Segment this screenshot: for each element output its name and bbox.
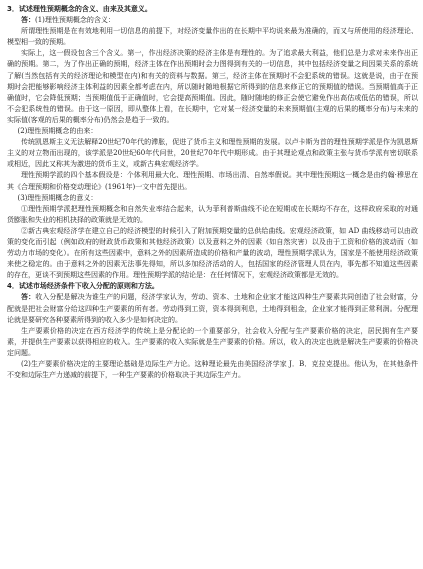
paragraph-marginal-productivity: (2)生产要素价格决定的主要理论基础是边际生产力论。这种理论最先由美国经济学家 J．B．克拉克提出。他认为，在其他条件不变和边际生产力递减的前提下，一种生产要素的价格取决于其边际生产力。: [7, 360, 418, 380]
paragraph-definition: 所谓理性预期是在有效地利用一切信息的前提下，对经济变量作出的在长期中平均说来最为准确的，而又与所使用的经济理论、模型相一致的预期。: [7, 27, 418, 47]
paragraph-assumptions: 理性预期学派的四个基本假设是：个体利用最大化、理性预期、市场出清、自然率假说。其中理性预期这一概念是由约翰·穆思在其《合理预期和价格变动理论》(1961年)一文中首先提出。: [7, 171, 418, 191]
paragraph-factor-prices: 生产要素价格的决定在西方经济学的传统上是分配论的一个重要部分，社会收入分配与生产要素价格的决定，居民拥有生产要素，并提供生产要素以获得相应的收入。生产要素的收入实际就是生产要素的价格。所以，收入的决定也就是解决生产要素的价格决定问题。: [7, 326, 418, 357]
paragraph-origin: 传统凯恩斯主义无法解释20世纪70年代的滞胀，促进了货币主义和理性预期的发展。以卢卡斯为首的理性预期学派是作为凯恩斯主义的对立物而出现的，该学派是20世纪60年代问世，20世纪70年代中期形成。由于其理论观点和政策主张与货币学派有密切联系或相近，因此又称其为激进的货币主义，或新古典宏观经济学。: [7, 138, 418, 169]
answer-label: 答：: [21, 16, 35, 25]
question-4-heading: 4．试述市场经济条件下收入分配的原则和方法。: [7, 282, 159, 291]
question-3-heading: 3．试述理性预期概念的含义、由来及其意义。: [7, 5, 152, 13]
answer-intro-text: 收入分配是解决为谁生产的问题，经济学家认为，劳动、资本、土地和企业家才能这四种生产要素共同创造了社会财富，分配就是把社会财富分给这四种生产要素的所有者。劳动得到工资，资本得到利息，土地得到租金，企业家才能得到正常利润。分配理论就是要研究各种要素所得到的收入多少是如何决定的。: [7, 293, 419, 324]
paragraph-significance-2: ②新古典宏观经济学在建立自己的经济模型的时候引入了附加预期变量的总供给曲线。宏观经济政策，如 AD 曲线移动可以由政策的变化而引起（例如政府的财政货币政策和其他经济政策）以及意料之外的因素（如自然灾害）以及由于工资和价格的波动而（如劳动力市场的变化）。在所有这些因素中，意料之外的因素所造成的价格和产量的波动，理性预期学派认为，国家是不能使用经济政策来使之稳定的。由于意料之外的因素无法事先得知，所以多加经济活动的人，包括国家的经济管理人员在内，事先都不知道这些因素的存在，更谈不到预期这些因素的作用。理性预期学派的结论是：在任何情况下，宏观经济政策都是无效的。: [7, 226, 418, 280]
paragraph-three-meanings: 实际上，这一假设包含三个含义。第一，作出经济决策的经济主体是有理性的。为了追求最大利益，他们总是力求对未来作出正确的预期。第二，为了作出正确的预期，经济主体在作出预期时会力图得到有关的一切信息，其中包括经济变量之间因果关系的系统了解(当然包括有关的经济理论和模型在内)和有关的资料与数据。第三，经济主体在预期时不会犯系统的错误。这就是说，由于在预期时会把能够影响经济主体利益的因素全都考虑在内，所以随时随地根据它所得到的信息来修正它的预期值的错误。当预期值高于正确值时，它会降低预期；当预期值低于正确值时，它会提高预期值。因此，随时随地的修正会使它避免作出高估或低估的错误，所以不会犯系统性的错误。由于这一原因，即从整体上看，在长期中，它对某一经济变量的未来预期值(主观的后果的概率分布)与未来的实际值(客观的后果的概率分布)仍然会是趋于一致的。: [7, 49, 418, 124]
question-3-answer-lead: [7, 15, 418, 26]
subheading-definition: (1)理性预期概念的含义：: [35, 16, 115, 25]
answer-label: 答：: [21, 293, 36, 302]
paragraph-significance-1: ①理性预期学派把理性预期概念和自然失业率结合起来，认为菲利普斯曲线不论在短期或在长期均不存在，这样政府采取的对通货膨胀和失业的相机抉择的政策就是无效的。: [7, 204, 418, 224]
subheading-origin: (2)理性预期概念的由来：: [17, 127, 98, 136]
question-4-answer-lead: [7, 292, 418, 325]
subheading-significance: (3)理性预期概念的意义：: [17, 193, 98, 202]
